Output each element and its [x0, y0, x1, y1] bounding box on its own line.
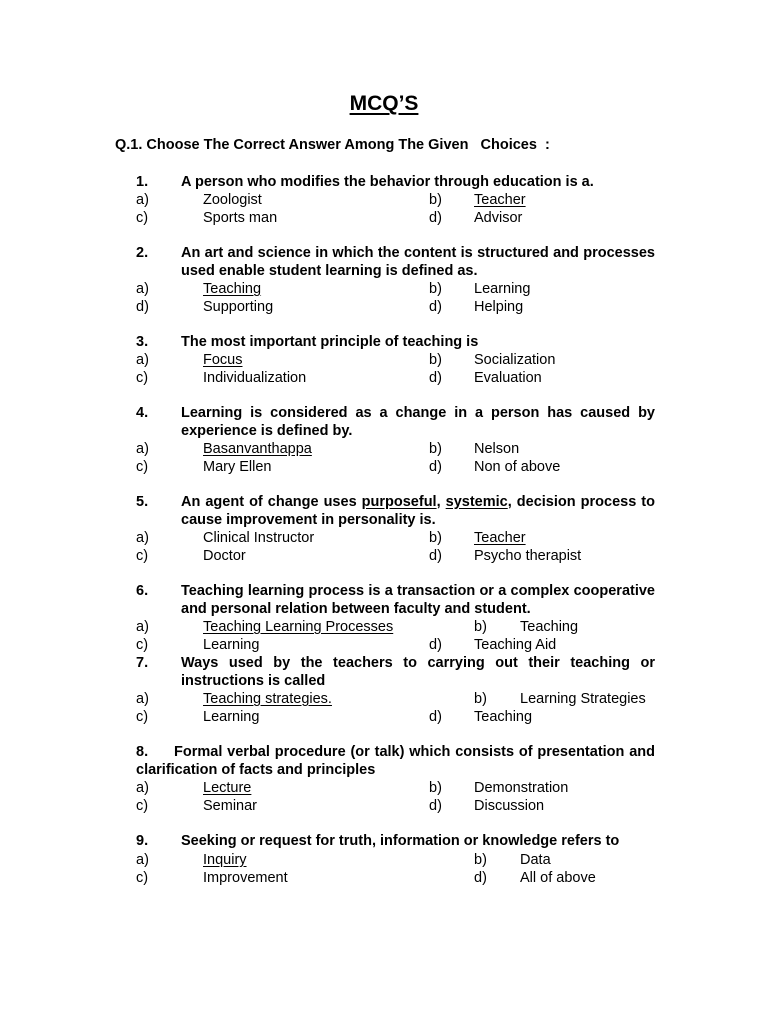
option-text: Teaching: [520, 619, 579, 635]
option-letter: a): [136, 530, 149, 546]
option-text: Data: [520, 852, 551, 868]
option-text: Learning Strategies: [520, 691, 646, 707]
option-text-answer: Teaching Learning Processes: [203, 619, 394, 635]
option-text: Evaluation: [474, 370, 542, 386]
option-letter: a): [136, 691, 149, 707]
option-letter: d): [429, 709, 442, 725]
option-letter: d): [429, 459, 442, 475]
option-text: All of above: [520, 870, 596, 886]
question-text: [181, 493, 655, 529]
page-title: MCQ’S: [349, 92, 419, 115]
instruction-line: Q.1. Choose The Correct Answer Among The Given Choices :: [115, 137, 550, 153]
underlined-term: systemic: [445, 494, 508, 510]
option-letter: c): [136, 548, 149, 564]
option-letter: d): [429, 299, 442, 315]
option-letter: c): [136, 637, 149, 653]
option-letter: b): [429, 530, 442, 546]
option-letter: d): [429, 210, 442, 226]
option-text: Socialization: [474, 352, 556, 368]
option-letter: d): [429, 637, 442, 653]
option-text: Zoologist: [203, 192, 262, 208]
underlined-term: purposeful: [361, 494, 437, 510]
option-text: Clinical Instructor: [203, 530, 315, 546]
option-text-answer: Teacher: [474, 530, 526, 546]
question-text: Formal verbal procedure (or talk) which consists of presentation and clarification of facts and principles: [136, 744, 655, 778]
option-letter: d): [429, 370, 442, 386]
option-letter: b): [429, 352, 442, 368]
question-text: Ways used by the teachers to carrying out their teaching or instructions is called: [181, 655, 655, 689]
option-letter: b): [429, 441, 442, 457]
option-letter: c): [136, 210, 149, 226]
question-text: An art and science in which the content is structured and processes used enable student learning is defined as.: [181, 245, 655, 279]
question-number: 9.: [136, 833, 149, 849]
option-text-answer: Focus: [203, 352, 243, 368]
option-text-answer: Basanvanthappa: [203, 441, 312, 457]
option-letter: b): [474, 691, 487, 707]
question-number: 4.: [136, 405, 149, 421]
option-text: Psycho therapist: [474, 548, 582, 564]
question-number: 6.: [136, 583, 149, 599]
option-letter: a): [136, 619, 149, 635]
option-letter: c): [136, 370, 149, 386]
option-text: Learning: [203, 637, 260, 653]
question-number: 1.: [136, 174, 149, 190]
option-letter: d): [429, 798, 442, 814]
option-letter: c): [136, 709, 149, 725]
option-letter: d): [429, 548, 442, 564]
question-text: Teaching learning process is a transaction or a complex cooperative and personal relation between faculty and student.: [181, 583, 655, 617]
question-number: 8.: [136, 744, 149, 760]
option-letter: b): [474, 852, 487, 868]
option-text: Teaching: [474, 709, 533, 725]
option-text-answer: Teaching strategies.: [203, 691, 332, 707]
option-letter: d): [136, 299, 149, 315]
option-letter: c): [136, 870, 149, 886]
question-text-part: , decision process to cause improvement in personality is.: [181, 494, 655, 528]
option-text: Teaching Aid: [474, 637, 557, 653]
option-text: Demonstration: [474, 780, 569, 796]
question-text-part: An agent of change uses: [181, 494, 362, 510]
option-text: Supporting: [203, 299, 274, 315]
option-text: Learning: [474, 281, 531, 297]
option-letter: b): [429, 192, 442, 208]
option-text-answer: Teaching: [203, 281, 262, 297]
question-text: Seeking or request for truth, information or knowledge refers to: [181, 833, 620, 849]
question-text: Learning is considered as a change in a person has caused by experience is defined by.: [181, 405, 655, 439]
option-letter: c): [136, 798, 149, 814]
option-text: Improvement: [203, 870, 288, 886]
option-letter: c): [136, 459, 149, 475]
question-text-part: ,: [436, 494, 446, 510]
option-letter: b): [429, 281, 442, 297]
option-letter: a): [136, 441, 149, 457]
option-text: Individualization: [203, 370, 307, 386]
option-text: Mary Ellen: [203, 459, 272, 475]
question-number: 2.: [136, 245, 149, 261]
question-text: The most important principle of teaching is: [181, 334, 479, 350]
option-text-answer: Inquiry: [203, 852, 247, 868]
option-text: Advisor: [474, 210, 523, 226]
option-letter: a): [136, 352, 149, 368]
option-text: Helping: [474, 299, 524, 315]
option-text-answer: Teacher: [474, 192, 526, 208]
option-text-answer: Lecture: [203, 780, 252, 796]
option-text: Sports man: [203, 210, 278, 226]
option-text: Learning: [203, 709, 260, 725]
option-letter: b): [474, 619, 487, 635]
option-text: Doctor: [203, 548, 246, 564]
question-number: 7.: [136, 655, 149, 671]
option-text: Non of above: [474, 459, 561, 475]
option-letter: d): [474, 870, 487, 886]
option-letter: a): [136, 281, 149, 297]
option-letter: a): [136, 852, 149, 868]
option-text: Discussion: [474, 798, 545, 814]
option-letter: b): [429, 780, 442, 796]
option-text: Nelson: [474, 441, 520, 457]
question-number: 3.: [136, 334, 149, 350]
option-letter: a): [136, 192, 149, 208]
option-letter: a): [136, 780, 149, 796]
question-number: 5.: [136, 494, 149, 510]
option-text: Seminar: [203, 798, 257, 814]
question-text: A person who modifies the behavior through education is a.: [181, 174, 594, 190]
